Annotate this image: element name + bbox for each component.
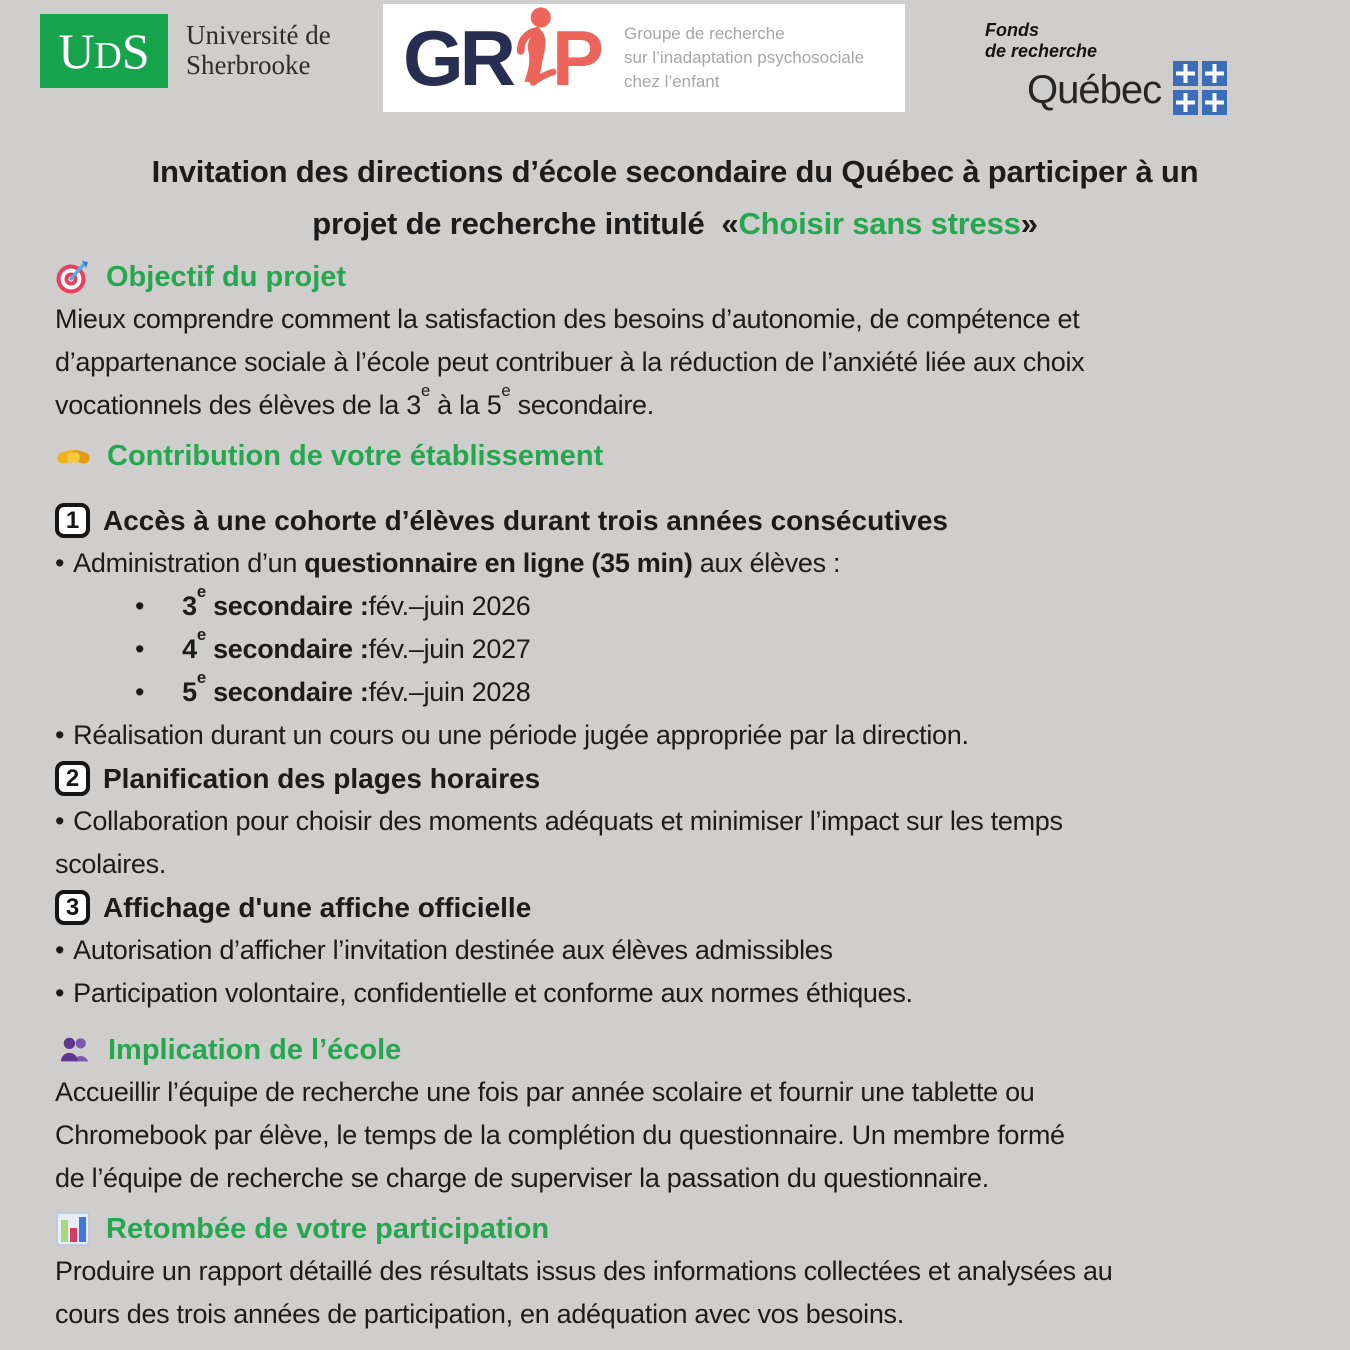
- keycap-3-icon: 3: [55, 890, 90, 925]
- bullet-marker: •: [135, 677, 145, 707]
- title-line2-prefix: projet de recherche intitulé «: [312, 206, 739, 241]
- bullet-collaboration-continuation: scolaires.: [55, 849, 167, 879]
- grip-tagline-line3: chez l’enfant: [624, 71, 720, 91]
- bullet-text: Autorisation d’afficher l’invitation destinée aux élèves admissibles: [73, 935, 833, 965]
- bullet-text-prefix: Administration d’un: [73, 548, 305, 578]
- bullet-marker: •: [135, 634, 145, 664]
- grade-label: secondaire :: [205, 634, 369, 664]
- section-heading-label: Contribution de votre établissement: [107, 439, 604, 472]
- uds-logo: [40, 14, 331, 88]
- grade-label: secondaire :: [205, 677, 369, 707]
- numbered-item-label: Accès à une cohorte d’élèves durant trois années consécutives: [103, 504, 948, 536]
- objectif-paragraph: [55, 298, 1295, 427]
- grade-number: 3: [182, 591, 197, 621]
- paragraph-line: de l’équipe de recherche se charge de superviser la passation du questionnaire.: [55, 1163, 989, 1193]
- bullet-text-suffix: aux élèves :: [692, 548, 841, 578]
- frq-fonds-line1: Fonds: [985, 20, 1039, 40]
- schedule-grade: 3e secondaire :: [182, 581, 369, 621]
- frq-wordmark-row: [985, 61, 1225, 120]
- grade-number: 4: [182, 634, 197, 664]
- uds-wordmark-line2: Sherbrooke: [186, 50, 311, 80]
- section-heading-implication: [59, 1029, 1295, 1071]
- paragraph-line: Accueillir l’équipe de recherche une fois par année scolaire et fournir une tablette ou: [55, 1077, 1035, 1107]
- paragraph-line: d’appartenance sociale à l’école peut contribuer à la réduction de l’anxiété liée aux choix: [55, 347, 1085, 377]
- schedule-period: fév.–juin 2028: [368, 677, 531, 707]
- paragraph-line: Mieux comprendre comment la satisfaction des besoins d’autonomie, de compétence et: [55, 304, 1080, 334]
- section-heading-retombee: [55, 1208, 1295, 1250]
- bullet-marker: •: [55, 806, 65, 836]
- title-project-name: Choisir sans stress: [738, 206, 1021, 241]
- bullet-administration: [55, 542, 1295, 585]
- paragraph-line: vocationnels des élèves de la 3e à la 5e secondaire.: [55, 380, 654, 420]
- numbered-item-2-heading: [55, 757, 1295, 800]
- bullet-collaboration: [55, 800, 1295, 843]
- grip-logo: [383, 4, 905, 112]
- grip-tagline-line1: Groupe de recherche: [624, 24, 785, 44]
- paragraph-line: Chromebook par élève, le temps de la complétion du questionnaire. Un membre formé: [55, 1120, 1065, 1150]
- grade-label: secondaire :: [205, 591, 369, 621]
- logo-header: [0, 0, 1350, 118]
- keycap-2-icon: 2: [55, 761, 90, 796]
- schedule-row-sec5: [55, 667, 1295, 714]
- bullet-marker: •: [55, 548, 65, 578]
- section-heading-label: Retombée de votre participation: [106, 1212, 550, 1245]
- uds-letter: D: [94, 35, 122, 77]
- frq-fonds-label: [985, 20, 1225, 61]
- paragraph-text: vocationnels des élèves de la 3: [55, 390, 421, 420]
- bar-chart-icon: [55, 1211, 91, 1247]
- grip-tagline: [624, 22, 864, 93]
- bullet-marker: •: [135, 591, 145, 621]
- paragraph-text: secondaire.: [510, 390, 654, 420]
- grip-letter-p: P: [552, 13, 601, 102]
- uds-letter: U: [58, 23, 95, 79]
- numbered-item-label: Planification des plages horaires: [103, 762, 541, 794]
- uds-logo-mark: [40, 14, 168, 88]
- paragraph-text: à la 5: [429, 390, 502, 420]
- paragraph-line: Produire un rapport détaillé des résultats issus des informations collectées et analysées au: [55, 1256, 1113, 1286]
- target-icon: [55, 259, 91, 295]
- grip-logo-mark: [403, 3, 600, 114]
- section-heading-label: Objectif du projet: [106, 260, 347, 293]
- bullet-realisation: [55, 714, 1295, 757]
- bullet-marker: •: [55, 720, 65, 750]
- frq-fonds-line2: de recherche: [985, 40, 1098, 61]
- schedule-grade: 5e secondaire :: [182, 667, 369, 707]
- bullet-marker: •: [55, 935, 65, 965]
- implication-paragraph: [55, 1071, 1295, 1200]
- numbered-item-1-heading: [55, 499, 1295, 542]
- numbered-item-3-heading: [55, 886, 1295, 929]
- frq-logo: [985, 20, 1225, 120]
- title-line2: [55, 198, 1295, 250]
- bullet-text: Réalisation durant un cours ou une période jugée appropriée par la direction.: [73, 720, 969, 750]
- section-heading-label: Implication de l’école: [108, 1033, 402, 1066]
- title-line1: Invitation des directions d’école secondaire du Québec à participer à un: [151, 154, 1199, 189]
- section-heading-contribution: [55, 435, 1295, 477]
- page-title: [55, 146, 1295, 250]
- handshake-icon: [55, 438, 92, 475]
- bullet-text-bold: questionnaire en ligne (35 min): [304, 548, 693, 578]
- bullet-text: Participation volontaire, confidentielle et conforme aux normes éthiques.: [73, 978, 913, 1008]
- bullet-autorisation: [55, 929, 1295, 972]
- bullet-text: Collaboration pour choisir des moments adéquats et minimiser l’impact sur les temps: [73, 806, 1063, 836]
- uds-wordmark-line1: Université de: [186, 20, 331, 51]
- paragraph-line: cours des trois années de participation, en adéquation avec vos besoins.: [55, 1299, 904, 1329]
- keycap-1-icon: 1: [55, 503, 90, 538]
- bullet-marker: •: [55, 978, 65, 1008]
- schedule-row-sec3: [55, 581, 1295, 628]
- uds-wordmark: [186, 21, 331, 80]
- section-heading-objectif: [55, 256, 1295, 298]
- bullet-text: [73, 542, 840, 585]
- document-body: [0, 146, 1350, 1336]
- frq-quebec-wordmark: Québec: [1027, 68, 1162, 113]
- numbered-item-label: Affichage d'une affiche officielle: [103, 891, 532, 923]
- title-line2-suffix: »: [1020, 206, 1038, 241]
- schedule-period: fév.–juin 2027: [368, 634, 531, 664]
- schedule-period: fév.–juin 2026: [368, 591, 531, 621]
- schedule-row-sec4: [55, 624, 1295, 671]
- uds-letter: S: [121, 23, 150, 79]
- bullet-participation: [55, 972, 1295, 1015]
- quebec-flag-icon: [1173, 61, 1227, 120]
- people-icon: [59, 1033, 93, 1067]
- grip-letters-gr: GR: [403, 13, 512, 102]
- schedule-grade: 4e secondaire :: [182, 624, 369, 664]
- grade-number: 5: [182, 677, 197, 707]
- grip-tagline-line2: sur l’inadaptation psychosociale: [624, 48, 865, 68]
- retombee-paragraph: [55, 1250, 1295, 1336]
